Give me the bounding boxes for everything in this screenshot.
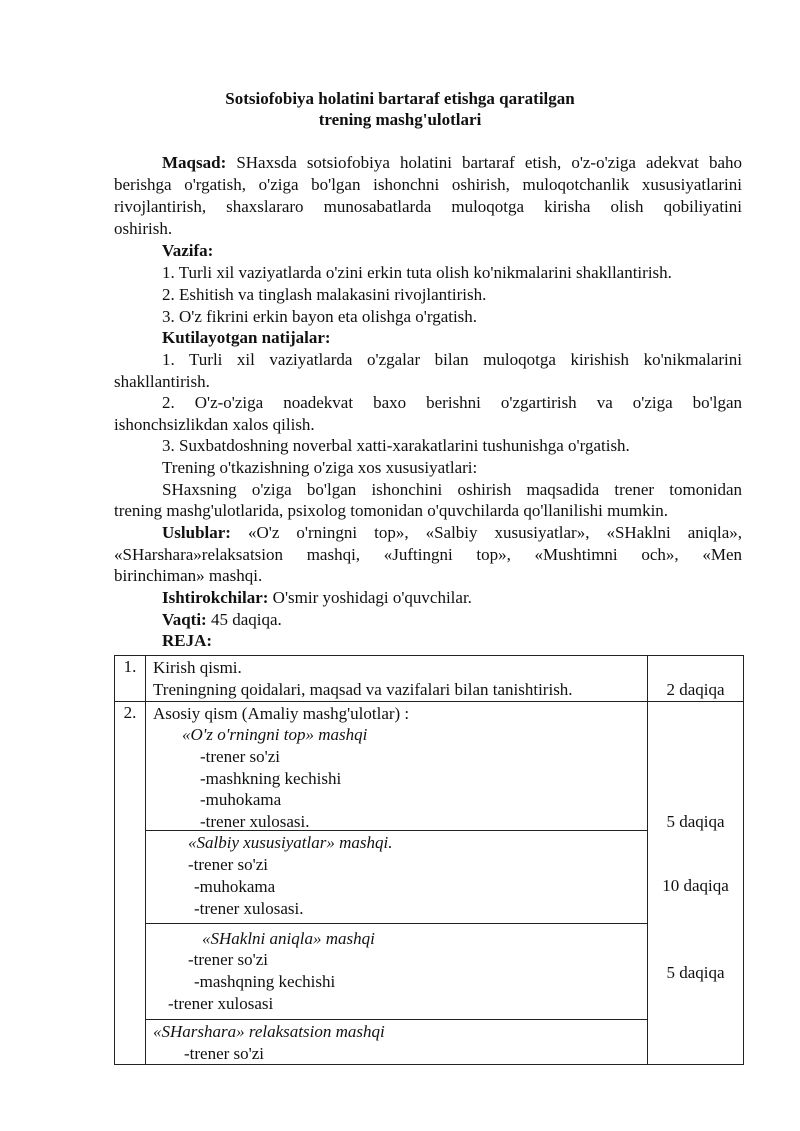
xos-heading: Trening o'tkazishning o'ziga xos xususiyatlari: bbox=[162, 458, 478, 477]
time-b: 10 daqiqa bbox=[662, 876, 729, 895]
maqsad-label: Maqsad: bbox=[162, 153, 227, 172]
exercise-2-line-2: -muhokama bbox=[194, 877, 276, 896]
reja-table bbox=[114, 655, 744, 1065]
maqsad-line-1 bbox=[162, 152, 742, 174]
document-title-line-2: trening mashg'ulotlari bbox=[318, 110, 482, 129]
exercise-3-title: «SHaklni aniqla» mashqi bbox=[202, 929, 375, 948]
exercise-1-line-2: -mashkning kechishi bbox=[200, 769, 342, 788]
row1-line-2: Treningning qoidalari, maqsad va vazifalari bilan tanishtirish. bbox=[153, 680, 573, 699]
exercise-3-line-1: -trener so'zi bbox=[188, 950, 268, 969]
ishtirok-text: O'smir yoshidagi o'quvchilar. bbox=[272, 588, 472, 607]
row1-time-cell bbox=[648, 656, 744, 702]
vazifa-item-3: 3. O'z fikrini erkin bayon eta olishga o'rgatish. bbox=[162, 307, 478, 326]
table-row bbox=[115, 656, 744, 702]
row2-ex4-cell bbox=[146, 1020, 648, 1065]
exercise-1-line-1: -trener so'zi bbox=[200, 747, 280, 766]
natija-item-3: 3. Suxbatdoshning noverbal xatti-xarakatlarini tushunishga o'rgatish. bbox=[162, 436, 630, 455]
row1-number: 1. bbox=[123, 657, 137, 676]
exercise-3-line-2: -mashqning kechishi bbox=[194, 972, 336, 991]
row2-number: 2. bbox=[123, 703, 137, 722]
natija-item-1b: shakllantirish. bbox=[114, 372, 210, 391]
vazifa-label: Vazifa: bbox=[162, 241, 214, 260]
natija-item-1a: 1. Turli xil vaziyatlarda o'zgalar bilan muloqotga kirishish ko'nikmalarini bbox=[162, 350, 742, 369]
uslub-text-1: «O'z o'rningni top», «Salbiy xususiyatlar», «SHaklni aniqla», bbox=[248, 523, 743, 542]
vaqt-line bbox=[162, 609, 282, 631]
row1-content-cell bbox=[146, 656, 648, 702]
row2-ex2-cell bbox=[146, 831, 648, 924]
row2-heading: Asosiy qism (Amaliy mashg'ulotlar) : bbox=[153, 704, 410, 723]
uslub-line-2: «SHarshara»relaksatsion mashqi, «Juftingni top», «Mushtimni och», «Men bbox=[114, 545, 742, 564]
exercise-1-line-3: -muhokama bbox=[200, 790, 282, 809]
natija-item-2b: ishonchsizlikdan xalos qilish. bbox=[114, 415, 315, 434]
time-c: 5 daqiqa bbox=[666, 963, 725, 982]
uslub-label: Uslublar: bbox=[162, 523, 231, 542]
exercise-1-title: «O'z o'rningni top» mashqi bbox=[182, 725, 368, 744]
xos-text-1: SHaxsning o'ziga bo'lgan ishonchini oshirish maqsadida trener tomonidan bbox=[162, 480, 742, 499]
maqsad-line-2: berishga o'rgatish, o'ziga bo'lgan ishonchni oshirish, muloqotchanlik xususiyatlarini bbox=[114, 175, 742, 194]
exercise-2-title: «Salbiy xususiyatlar» mashqi. bbox=[188, 833, 393, 852]
exercise-2-line-1: -trener so'zi bbox=[188, 855, 268, 874]
vazifa-item-1: 1. Turli xil vaziyatlarda o'zini erkin tuta olish ko'nikmalarini shakllantirish. bbox=[162, 263, 672, 282]
document-title-line-1: Sotsiofobiya holatini bartaraf etishga qaratilgan bbox=[225, 89, 575, 108]
xos-text-2: trening mashg'ulotlarida, psixolog tomonidan o'quvchilarda qo'llanilishi mumkin. bbox=[114, 501, 669, 520]
natija-label: Kutilayotgan natijalar: bbox=[162, 328, 331, 347]
natija-item-2a: 2. O'z-o'ziga noadekvat baxo berishni o'zgartirish va o'ziga bo'lgan bbox=[162, 393, 742, 412]
row2-time-cell bbox=[648, 702, 744, 1065]
exercise-2-line-3: -trener xulosasi. bbox=[194, 899, 304, 918]
row2-ex3-cell bbox=[146, 924, 648, 1020]
uslub-line-1 bbox=[162, 522, 742, 544]
exercise-3-line-3: -trener xulosasi bbox=[168, 994, 274, 1013]
maqsad-line-3: rivojlantirish, shaxslararo munosabatlarda muloqotga kirisha olish qobiliyatini bbox=[114, 197, 742, 216]
row1-time: 2 daqiqa bbox=[666, 680, 725, 699]
exercise-4-line-1: -trener so'zi bbox=[184, 1044, 264, 1063]
vaqt-text: 45 daqiqa. bbox=[210, 610, 282, 629]
table-row bbox=[115, 702, 744, 831]
maqsad-text-1: SHaxsda sotsiofobiya holatini bartaraf etish, o'z-o'ziga adekvat baho bbox=[236, 153, 742, 172]
ishtirok-line bbox=[162, 587, 472, 609]
ishtirok-label: Ishtirokchilar: bbox=[162, 588, 269, 607]
vaqt-label: Vaqti: bbox=[162, 610, 207, 629]
vazifa-item-2: 2. Eshitish va tinglash malakasini rivojlantirish. bbox=[162, 285, 487, 304]
exercise-4-title: «SHarshara» relaksatsion mashqi bbox=[153, 1022, 385, 1041]
maqsad-line-4: oshirish. bbox=[114, 219, 173, 238]
reja-label: REJA: bbox=[162, 631, 213, 650]
exercise-1-line-4: -trener xulosasi. bbox=[200, 812, 310, 831]
row1-line-1: Kirish qismi. bbox=[153, 658, 242, 677]
time-a: 5 daqiqa bbox=[666, 812, 725, 831]
row2-ex1-cell bbox=[146, 702, 648, 831]
uslub-line-3: birinchiman» mashqi. bbox=[114, 566, 263, 585]
row1-number-cell bbox=[115, 656, 146, 702]
row2-number-cell bbox=[115, 702, 146, 1065]
